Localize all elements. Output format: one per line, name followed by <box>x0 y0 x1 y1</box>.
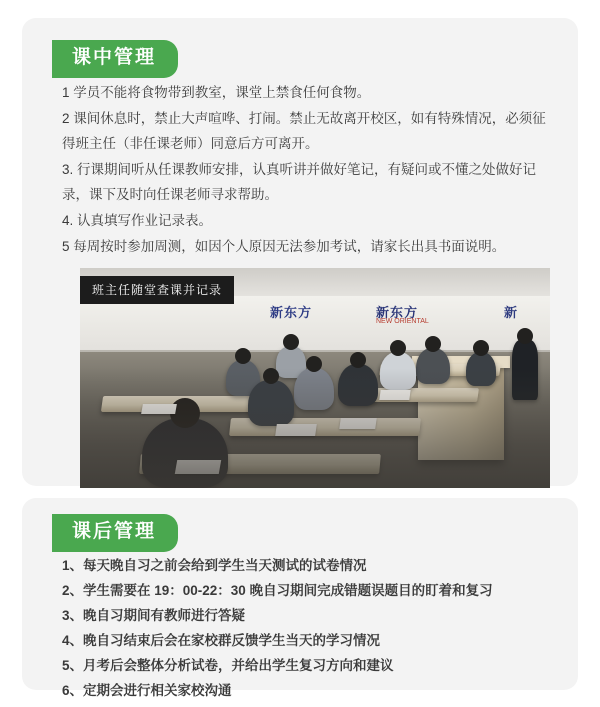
list-item: 5、月考后会整体分析试卷，并给出学生复习方向和建议 <box>62 658 394 673</box>
list-item: 6、定期会进行相关家校沟通 <box>62 683 232 698</box>
list-item: 4. 认真填写作业记录表。 <box>62 213 213 228</box>
during-class-heading: 课中管理 <box>52 40 178 78</box>
photo-caption: 班主任随堂查课并记录 <box>80 276 234 304</box>
list-item: 1 学员不能将食物带到教室，课堂上禁食任何食物。 <box>62 85 371 100</box>
after-class-heading-wrap <box>52 514 178 552</box>
list-item: 3、晚自习期间有教师进行答疑 <box>62 608 246 623</box>
after-class-card <box>22 498 578 698</box>
student-head <box>235 348 251 364</box>
photo-vignette <box>80 368 550 488</box>
list-item: 1、每天晚自习之前会给到学生当天测试的试卷情况 <box>62 558 367 573</box>
student-head <box>425 336 441 352</box>
list-item: 4、晚自习结束后会在家校群反馈学生当天的学习情况 <box>62 633 381 648</box>
board-logo-2: 新东方 <box>376 305 419 320</box>
student-head <box>283 334 299 350</box>
list-item: 3. 行课期间听从任课教师安排，认真听讲并做好笔记，有疑问或不懂之处做好记录，课下及时向任课老师寻求帮助。 <box>62 162 537 202</box>
board-logo-1: 新东方 <box>270 305 313 320</box>
board-logo-subtext: NEW ORIENTAL <box>376 318 429 325</box>
list-item: 5 每周按时参加周测，如因个人原因无法参加考试，请家长出具书面说明。 <box>62 239 506 254</box>
during-class-heading-wrap <box>52 40 178 78</box>
during-class-card <box>22 18 578 486</box>
student-head <box>390 340 406 356</box>
during-class-rules-list <box>62 80 548 260</box>
student-head <box>473 340 489 356</box>
board-logo-3: 新 <box>504 305 519 320</box>
list-item: 2 课间休息时，禁止大声喧哗、打闹。禁止无故离开校区，如有特殊情况，必须征得班主任（非任课老师）同意后方可离开。 <box>62 111 546 151</box>
after-class-rules-list <box>62 554 548 704</box>
after-class-heading: 课后管理 <box>52 514 178 552</box>
classroom-photo <box>80 268 550 488</box>
student-head <box>350 352 366 368</box>
list-item: 2、学生需要在 19：00-22：30 晚自习期间完成错题误题目的盯着和复习 <box>62 583 493 598</box>
teacher-head <box>517 328 533 344</box>
